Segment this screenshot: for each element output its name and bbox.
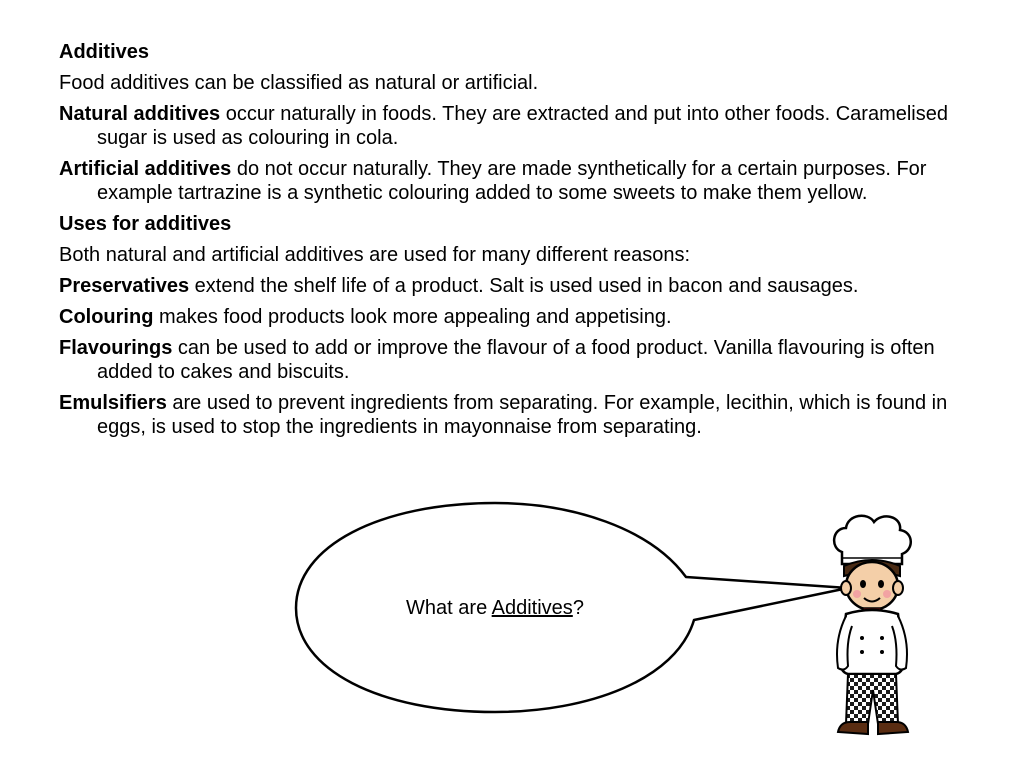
intro-text: Food additives can be classified as natural or artificial. (59, 72, 539, 94)
bubble-suffix: ? (572, 597, 584, 619)
heading-uses: Uses for additives (59, 213, 232, 235)
chef-icon (826, 510, 918, 740)
flavourings-text: can be used to add or improve the flavour of a food product. Vanilla flavouring is often added to cakes and biscuits. (97, 337, 935, 383)
preservatives-text: extend the shelf life of a product. Salt is used used in bacon and sausages. (189, 275, 859, 297)
colouring-term: Colouring (59, 306, 154, 328)
additives-link[interactable]: Additives (491, 597, 573, 619)
heading-additives: Additives (59, 41, 150, 63)
natural-additives-term: Natural additives (59, 103, 221, 125)
artificial-additives-term: Artificial additives (59, 158, 232, 180)
artificial-additives-text: do not occur naturally. They are made synthetically for a certain purposes. For example tartrazine is a synthetic colouring added to some sweets to make them yellow. (97, 158, 927, 204)
natural-additives-text: occur naturally in foods. They are extracted and put into other foods. Caramelised sugar is used as colouring in cola. (97, 103, 948, 149)
emulsifiers-term: Emulsifiers (59, 392, 167, 414)
speech-bubble-text (360, 596, 630, 620)
colouring-text: makes food products look more appealing and appetising. (153, 306, 672, 328)
preservatives-term: Preservatives (59, 275, 190, 297)
bubble-prefix: What are (406, 597, 492, 619)
flavourings-term: Flavourings (59, 337, 173, 359)
uses-intro-text: Both natural and artificial additives are used for many different reasons: (59, 244, 691, 266)
emulsifiers-text: are used to prevent ingredients from separating. For example, lecithin, which is found in eggs, is used to stop the ingredients in mayonnaise from separating. (97, 392, 948, 438)
